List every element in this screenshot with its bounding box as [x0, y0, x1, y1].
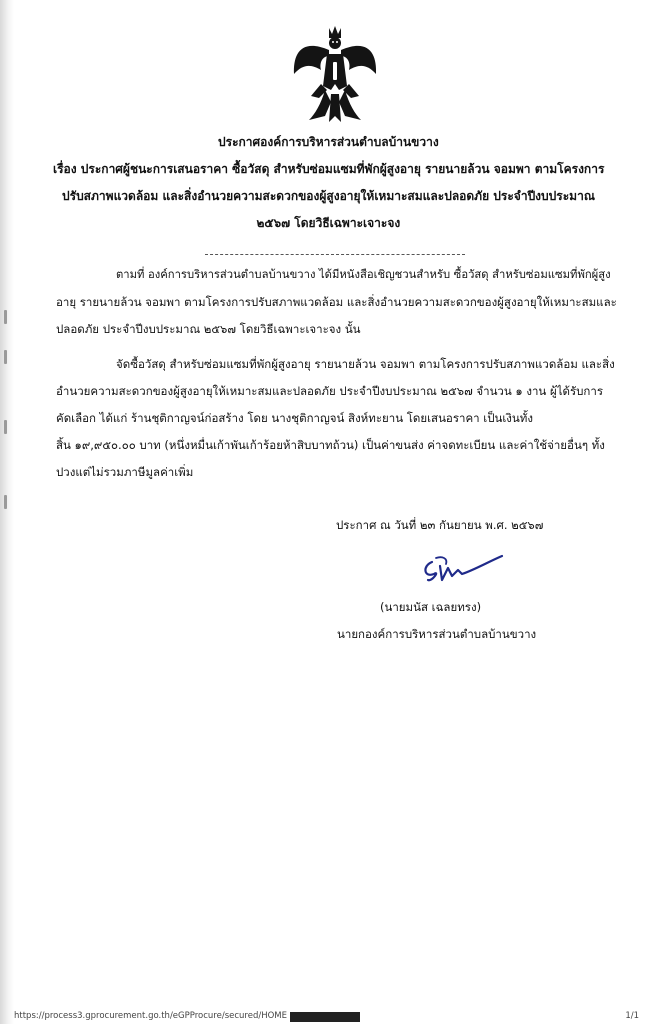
footer-page-number: 1/1: [625, 1011, 639, 1021]
signatory-name: (นายมนัส เฉลยทรง): [380, 600, 482, 614]
subject-line: ๒๕๖๗ โดยวิธีเฉพาะเจาะจง: [256, 216, 401, 230]
footer-url: https://process3.gprocurement.go.th/eGPProcure/secured/HOME: [14, 1011, 287, 1021]
subject-line: เรื่อง ประกาศผู้ชนะการเสนอราคา ซื้อวัสดุ สำหรับซ่อมแซมที่พักผู้สูงอายุ รายนายล้วน จอมพา ตามโครงการ: [53, 162, 605, 176]
announcement-org-title: ประกาศองค์การบริหารส่วนตำบลบ้านขวาง: [218, 135, 439, 149]
scan-edge-mark: [4, 310, 7, 324]
scan-edge: [0, 0, 14, 1024]
body-paragraph-line: ปลอดภัย ประจำปีงบประมาณ ๒๕๖๗ โดยวิธีเฉพาะเจาะจง นั้น: [56, 322, 361, 336]
garuda-emblem-icon: [291, 24, 379, 124]
scan-edge-mark: [4, 350, 7, 364]
subject-line: ปรับสภาพแวดล้อม และสิ่งอำนวยความสะดวกของผู้สูงอายุให้เหมาะสมและปลอดภัย ประจำปีงบประมาณ: [62, 189, 595, 203]
scan-edge-mark: [4, 420, 7, 434]
body-paragraph-line: สิ้น ๑๙,๙๕๐.๐๐ บาท (หนึ่งหมื่นเก้าพันเก้าร้อยห้าสิบบาทถ้วน) เป็นค่าขนส่ง ค่าจดทะเบียน และค่าใช้จ่ายอื่นๆ ทั้ง: [56, 438, 605, 452]
signature-icon: [418, 552, 504, 588]
scan-edge-mark: [4, 495, 7, 509]
announcement-date: ประกาศ ณ วันที่ ๒๓ กันยายน พ.ศ. ๒๕๖๗: [336, 518, 544, 532]
body-paragraph-line: อายุ รายนายล้วน จอมพา ตามโครงการปรับสภาพแวดล้อม และสิ่งอำนวยความสะดวกของผู้สูงอายุให้เหมาะสมและ: [56, 295, 617, 309]
redaction-bar: [290, 1012, 360, 1022]
signatory-position: นายกองค์การบริหารส่วนตำบลบ้านขวาง: [337, 627, 537, 641]
body-paragraph-line: ตามที่ องค์การบริหารส่วนตำบลบ้านขวาง ได้มีหนังสือเชิญชวนสำหรับ ซื้อวัสดุ สำหรับซ่อมแซมที่พักผู้สูง: [116, 268, 611, 281]
body-paragraph-line: คัดเลือก ได้แก่ ร้านชุติกาญจน์ก่อสร้าง โดย นางชุติกาญจน์ สิงห์ทะยาน โดยเสนอราคา เป็นเงินทั้ง: [56, 411, 533, 425]
divider-line: [205, 254, 465, 255]
body-paragraph-line: จัดซื้อวัสดุ สำหรับซ่อมแซมที่พักผู้สูงอายุ รายนายล้วน จอมพา ตามโครงการปรับสภาพแวดล้อม และสิ่ง: [116, 357, 615, 371]
body-paragraph-line: ปวงแต่ไม่รวมภาษีมูลค่าเพิ่ม: [56, 465, 194, 479]
body-paragraph-line: อำนวยความสะดวกของผู้สูงอายุให้เหมาะสมและปลอดภัย ประจำปีงบประมาณ ๒๕๖๗ จำนวน ๑ งาน ผู้ได้รับการ: [56, 384, 604, 398]
